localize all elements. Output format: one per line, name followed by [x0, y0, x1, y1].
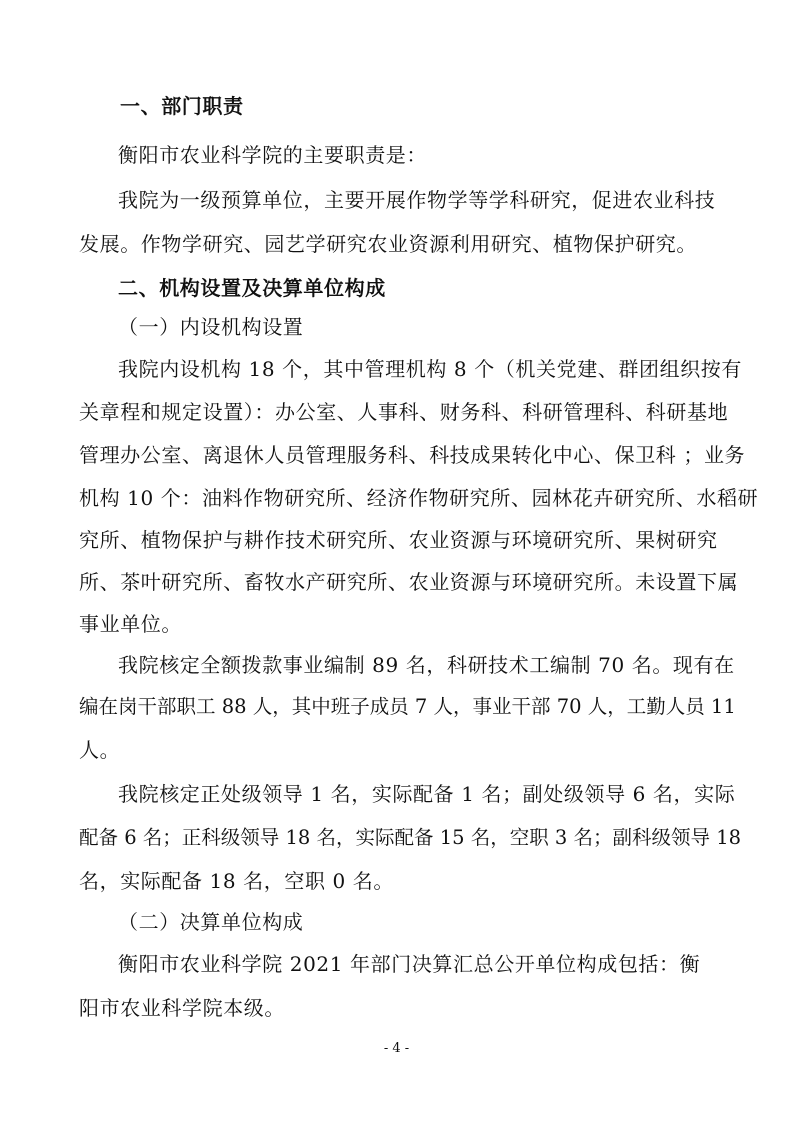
paragraph-line: 所、茶叶研究所、畜牧水产研究所、农业资源与环境研究所。未设置下属	[79, 570, 739, 594]
paragraph-line: 事业单位。	[79, 612, 182, 636]
paragraph-line: 名，实际配备 18 名，空职 0 名。	[79, 869, 395, 893]
subsection-2-heading: （二）决算单位构成	[118, 910, 304, 934]
paragraph-line: 我院核定全额拨款事业编制 89 名，科研技术工编制 70 名。现有在	[118, 653, 735, 677]
paragraph-line: 我院内设机构 18 个，其中管理机构 8 个（机关党建、群团组织按有	[118, 357, 743, 381]
paragraph-line: 管理办公室、离退休人员管理服务科、科技成果转化中心、保卫科 ；业务	[79, 443, 746, 467]
subsection-1-heading: （一）内设机构设置	[118, 315, 304, 339]
paragraph-line: 关章程和规定设置）：办公室、人事科、财务科、科研管理科、科研基地	[79, 400, 729, 424]
paragraph-line: 阳市农业科学院本级。	[79, 996, 285, 1020]
section-1-heading: 一、部门职责	[120, 94, 244, 118]
page-number: - 4 -	[383, 1041, 410, 1056]
paragraph-line: 编在岗干部职工 88 人，其中班子成员 7 人，事业干部 70 人，工勤人员 11	[79, 695, 736, 718]
section-1-intro: 衡阳市农业科学院的主要职责是：	[118, 143, 427, 167]
paragraph-line: 衡阳市农业科学院 2021 年部门决算汇总公开单位构成包括：衡	[118, 952, 701, 976]
section-2-heading: 二、机构设置及决算单位构成	[118, 276, 386, 300]
section-1-body-line: 我院为一级预算单位，主要开展作物学等学科研究，促进农业科技	[118, 188, 716, 212]
section-1-body-line: 发展。作物学研究、园艺学研究农业资源利用研究、植物保护研究。	[79, 232, 697, 256]
paragraph-line: 究所、植物保护与耕作技术研究所、农业资源与环境研究所、果树研究	[79, 528, 718, 552]
paragraph-line: 我院核定正处级领导 1 名，实际配备 1 名；副处级领导 6 名，实际	[118, 782, 736, 806]
paragraph-line: 机构 10 个：油料作物研究所、经济作物研究所、园林花卉研究所、水稻研	[79, 486, 759, 510]
paragraph-line: 人。	[79, 738, 121, 762]
paragraph-line: 配备 6 名；正科级领导 18 名，实际配备 15 名，空职 3 名；副科级领导 18	[79, 826, 742, 849]
